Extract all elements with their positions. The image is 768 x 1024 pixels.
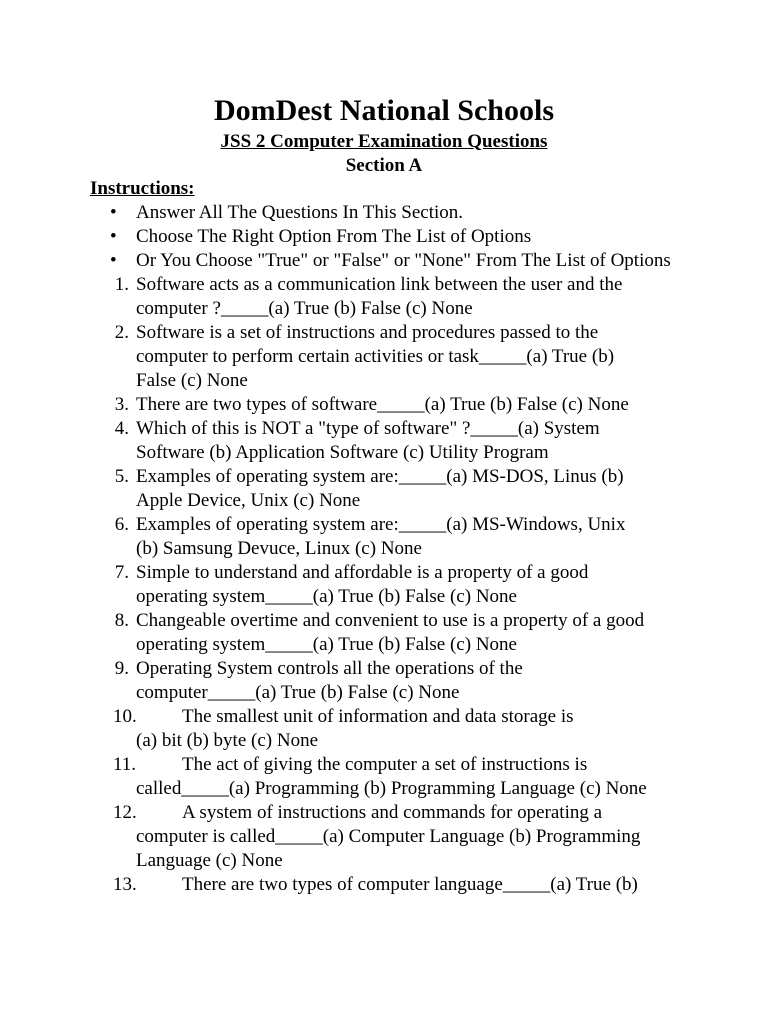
instruction-text: Choose The Right Option From The List of Options (136, 226, 532, 247)
question-line (136, 609, 690, 633)
question-text: The act of giving the computer a set of instructions is (182, 754, 588, 775)
question-item (90, 513, 690, 561)
question-text: Changeable overtime and convenient to use is a property of a good (136, 610, 645, 631)
question-text: Simple to understand and affordable is a property of a good (136, 562, 589, 583)
question-item (90, 657, 690, 705)
question-item (90, 705, 690, 753)
question-line (136, 561, 690, 585)
question-number: 5. (114, 466, 129, 487)
question-text: computer_____(a) True (b) False (c) None (136, 682, 460, 703)
question-text: There are two types of computer language_____(a) True (b) (182, 874, 638, 895)
question-text: Software acts as a communication link between the user and the (136, 274, 623, 295)
question-item (90, 753, 690, 801)
question-line (136, 633, 690, 657)
question-line (136, 537, 690, 561)
question-number: 9. (114, 658, 129, 679)
questions-list (90, 273, 690, 897)
school-name: DomDest National Schools (213, 94, 554, 127)
question-number: 1. (114, 274, 129, 295)
question-number: 4. (114, 418, 129, 439)
question-text: Which of this is NOT a "type of software" ?_____(a) System (136, 418, 600, 439)
question-line (136, 441, 690, 465)
question-text: computer to perform certain activities or task_____(a) True (b) (136, 346, 615, 367)
question-line (136, 489, 690, 513)
question-line (136, 825, 690, 849)
question-text: called_____(a) Programming (b) Programming Language (c) None (136, 778, 647, 799)
instruction-item (90, 201, 690, 225)
question-line (136, 705, 690, 729)
instruction-item (90, 225, 690, 249)
question-number: 6. (114, 514, 129, 535)
question-number: 2. (114, 322, 129, 343)
question-text: Language (c) None (136, 850, 283, 871)
question-number: 12. (113, 802, 137, 823)
question-line (136, 417, 690, 441)
question-text: Software is a set of instructions and procedures passed to the (136, 322, 599, 343)
question-line (136, 657, 690, 681)
question-line (136, 345, 690, 369)
instruction-item (90, 249, 690, 273)
instruction-text: Answer All The Questions In This Section. (136, 202, 464, 223)
question-line (136, 753, 690, 777)
instruction-text: Or You Choose "True" or "False" or "None" From The List of Options (136, 250, 671, 271)
question-text: operating system_____(a) True (b) False (c) None (136, 586, 517, 607)
question-line (136, 465, 690, 489)
question-text: Apple Device, Unix (c) None (136, 490, 361, 511)
question-text: The smallest unit of information and data storage is (182, 706, 574, 727)
question-item (90, 873, 690, 897)
question-line (136, 681, 690, 705)
question-item (90, 393, 690, 417)
bullet-icon: • (110, 250, 117, 271)
question-line (136, 729, 690, 753)
question-text: Examples of operating system are:_____(a) MS-DOS, Linus (b) (136, 466, 624, 487)
exam-title: JSS 2 Computer Examination Questions (220, 131, 548, 152)
question-number: 10. (113, 706, 137, 727)
section-title: Section A (345, 155, 423, 176)
question-line (136, 393, 690, 417)
question-item (90, 417, 690, 465)
question-text: Operating System controls all the operations of the (136, 658, 523, 679)
question-text: False (c) None (136, 370, 248, 391)
question-text: A system of instructions and commands for operating a (182, 802, 603, 823)
question-line (136, 873, 690, 897)
question-line (136, 273, 690, 297)
question-text: (b) Samsung Devuce, Linux (c) None (136, 538, 422, 559)
question-line (136, 585, 690, 609)
bullet-icon: • (110, 226, 117, 247)
question-item (90, 465, 690, 513)
question-number: 3. (114, 394, 129, 415)
question-text: Examples of operating system are:_____(a) MS-Windows, Unix (136, 514, 626, 535)
question-text: computer ?_____(a) True (b) False (c) None (136, 298, 473, 319)
question-text: There are two types of software_____(a) True (b) False (c) None (136, 394, 629, 415)
question-number: 8. (114, 610, 129, 631)
exam-body (90, 177, 690, 897)
question-item (90, 609, 690, 657)
question-item (90, 321, 690, 393)
question-line (136, 369, 690, 393)
question-item (90, 273, 690, 321)
bullet-icon: • (110, 202, 117, 223)
question-item (90, 801, 690, 873)
question-number: 13. (113, 874, 137, 895)
question-line (136, 801, 690, 825)
question-text: computer is called_____(a) Computer Language (b) Programming (136, 826, 641, 847)
question-line (136, 849, 690, 873)
question-number: 11. (113, 754, 137, 775)
question-text: (a) bit (b) byte (c) None (136, 730, 319, 751)
question-text: Software (b) Application Software (c) Utility Program (136, 442, 549, 463)
question-item (90, 561, 690, 609)
question-number: 7. (114, 562, 129, 583)
question-text: operating system_____(a) True (b) False (c) None (136, 634, 517, 655)
question-line (136, 777, 690, 801)
question-line (136, 321, 690, 345)
instructions-list (90, 201, 690, 273)
question-line (136, 513, 690, 537)
instructions-heading: Instructions: (90, 178, 195, 199)
question-line (136, 297, 690, 321)
